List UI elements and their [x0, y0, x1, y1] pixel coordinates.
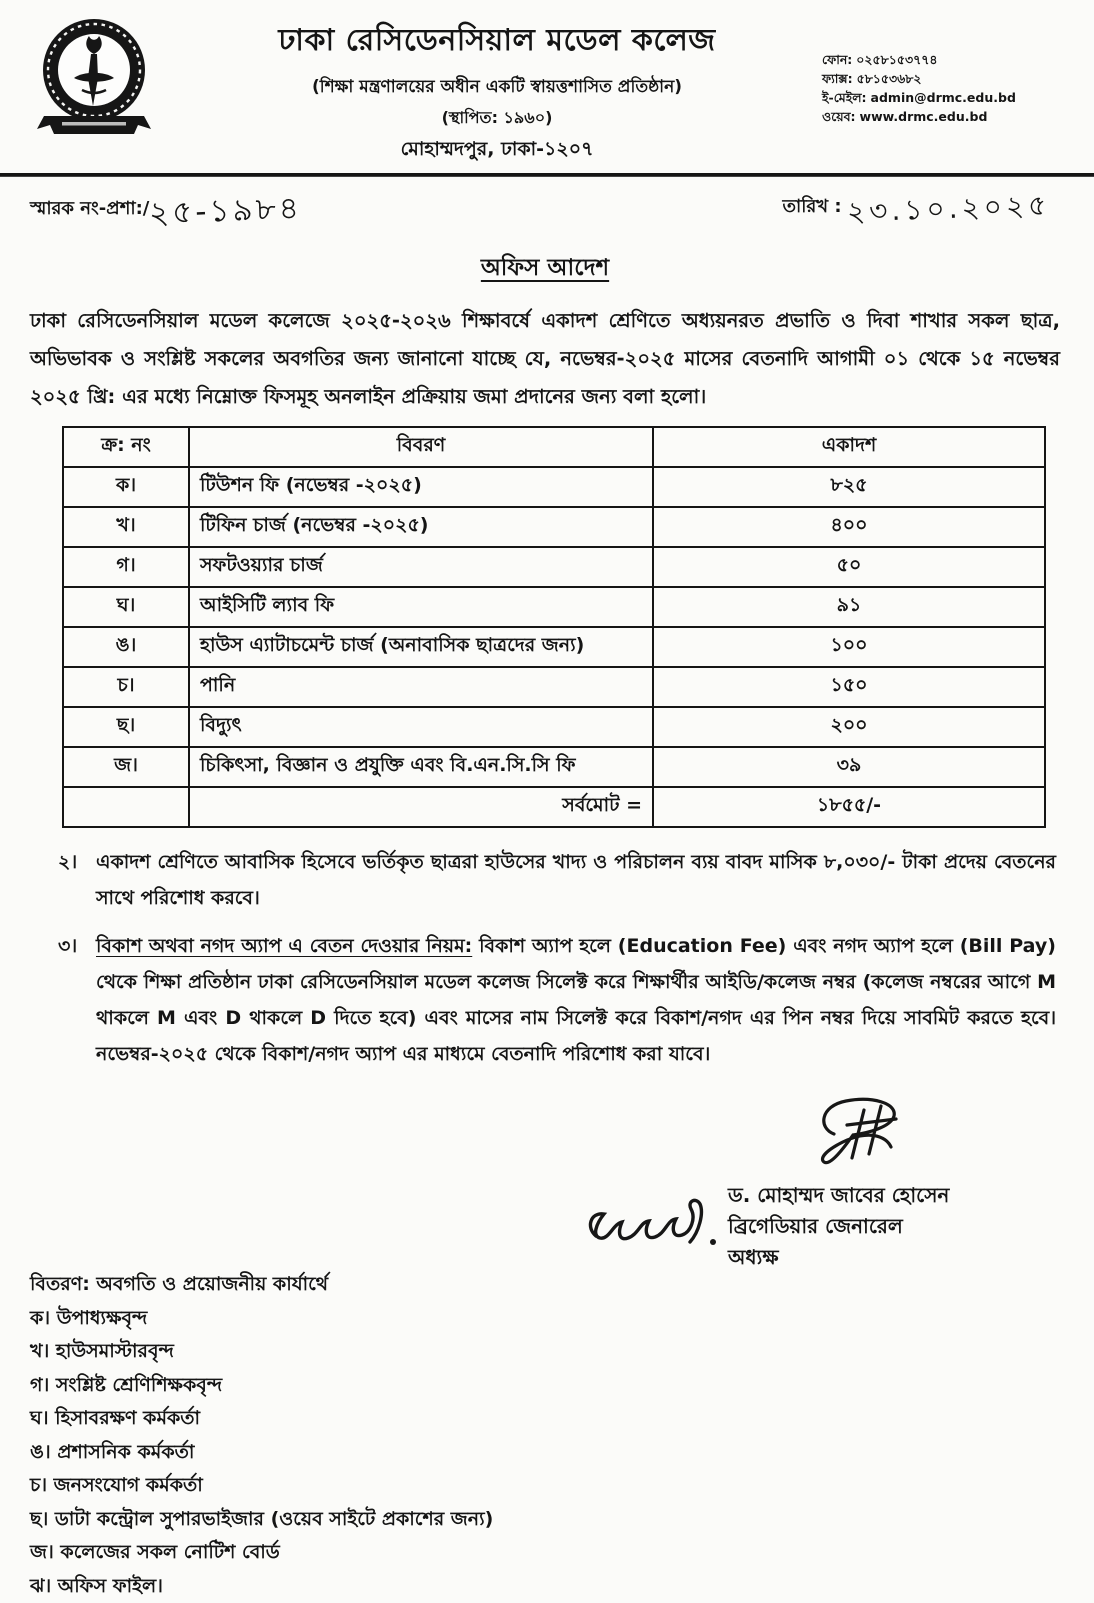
distribution-item: জ। কলেজের সকল নোটিশ বোর্ড [30, 1536, 1060, 1570]
distribution-heading: বিতরণ: অবগতি ও প্রয়োজনীয় কার্যার্থে [30, 1268, 1060, 1302]
note-text: একাদশ শ্রেণিতে আবাসিক হিসেবে ভর্তিকৃত ছাত্ররা হাউসের খাদ্য ও পরিচালন ব্যয় বাবদ মাসিক ৮,০৩০/- টাকা প্রদেয় বেতনের সাথে পরিশোধ করবে। [96, 844, 1060, 916]
fee-row [63, 627, 1045, 667]
note-number: ৩। [30, 928, 96, 1072]
signature-section [30, 1094, 1060, 1262]
countersignature-mark [582, 1190, 732, 1260]
fee-serial: জ। [63, 747, 189, 787]
note-underlined-heading: বিকাশ অথবা নগদ অ্যাপ এ বেতন দেওয়ার নিয়ম: [96, 935, 472, 957]
fee-row [63, 667, 1045, 707]
note-text-continued: বিকাশ অ্যাপ হলে (Education Fee) এবং নগদ অ্যাপ হলে (Bill Pay) থেকে শিক্ষা প্রতিষ্ঠান ঢাকা রেসিডেনসিয়াল মডেল কলেজ সিলেক্ট করে শিক্ষার্থীর আইডি/কলেজ নম্বর (কলেজ নম্বরের আগে M থাকলে M এবং D থাকলে D দিতে হবে) এবং মাসের নাম সিলেক্ট করে বিকাশ/নগদ এর পিন নম্বর দিয়ে সাবমিট করতে হবে। নভেম্বর-২০২৫ থেকে বিকাশ/নগদ অ্যাপ এর মাধ্যমে বেতনাদি পরিশোধ করা যাবে। [96, 935, 1056, 1065]
date-handwritten: ২৩.১০.২০২৫ [846, 183, 1051, 237]
distribution-item: ঘ। হিসাবরক্ষণ কর্মকর্তা [30, 1402, 1060, 1436]
distribution-item: চ। জনসংযোগ কর্মকর্তা [30, 1469, 1060, 1503]
fee-table-header-row [63, 427, 1045, 467]
fee-description: আইসিটি ল্যাব ফি [189, 587, 653, 627]
memo-number-handwritten: ২৫-১৯৮৪ [148, 184, 303, 241]
letterhead-center [172, 10, 822, 167]
fee-description: বিদ্যুৎ [189, 707, 653, 747]
fee-row [63, 467, 1045, 507]
college-address: মোহাম্মদপুর, ঢাকা-১২০৭ [172, 135, 822, 167]
signatory-designation: অধ্যক্ষ [728, 1242, 949, 1273]
col-header-class: একাদশ [653, 427, 1045, 467]
email-line [822, 88, 1060, 107]
distribution-item: ক। উপাধ্যক্ষবৃন্দ [30, 1302, 1060, 1336]
phone-line [822, 50, 1060, 69]
countersignature-icon [582, 1190, 732, 1256]
fee-row [63, 507, 1045, 547]
fee-amount: ১৫০ [653, 667, 1045, 707]
contact-block [822, 10, 1060, 126]
fee-description: হাউস এ্যাটাচমেন্ট চার্জ (অনাবাসিক ছাত্রদের জন্য) [189, 627, 653, 667]
fee-amount: ৪০০ [653, 507, 1045, 547]
memo-number [30, 187, 302, 239]
memo-label: স্মারক নং-প্রশা:/ [30, 198, 149, 219]
fee-total-row [63, 787, 1045, 827]
distribution-item: ঙ। প্রশাসনিক কর্মকর্তা [30, 1436, 1060, 1470]
web-line [822, 107, 1060, 126]
col-header-description: বিবরণ [189, 427, 653, 467]
phone-label: ফোন: [822, 52, 852, 67]
fee-amount: ৮২৫ [653, 467, 1045, 507]
distribution-item: ঝ। অফিস ফাইল। [30, 1570, 1060, 1603]
fee-serial: খ। [63, 507, 189, 547]
distribution-item: ছ। ডাটা কন্ট্রোল সুপারভাইজার (ওয়েব সাইটে প্রকাশের জন্য) [30, 1503, 1060, 1537]
fee-serial: গ। [63, 547, 189, 587]
college-crest-icon [30, 12, 158, 144]
fee-serial: ক। [63, 467, 189, 507]
fee-row [63, 747, 1045, 787]
letterhead [30, 10, 1060, 167]
fee-serial: চ। [63, 667, 189, 707]
fax-value: ৫৮১৫৩৬৮২ [857, 71, 922, 86]
fee-amount: ২০০ [653, 707, 1045, 747]
body-paragraph: ঢাকা রেসিডেনসিয়াল মডেল কলেজে ২০২৫-২০২৬ শিক্ষাবর্ষে একাদশ শ্রেণিতে অধ্যয়নরত প্রভাতি ও দিবা শাখার সকল ছাত্র, অভিভাবক ও সংশ্লিষ্ট সকলের অবগতির জন্য জানানো যাচ্ছে যে, নভেম্বর-২০২৫ মাসের বেতনাদি আগামী ০১ থেকে ১৫ নভেম্বর ২০২৫ খ্রি: এর মধ্যে নিম্নোক্ত ফিসমূহ অনলাইন প্রক্রিয়ায় জমা প্রদানের জন্য বলা হলো। [30, 302, 1060, 416]
fee-description: পানি [189, 667, 653, 707]
note-residential-fee [30, 844, 1060, 916]
signatory-name: ড. মোহাম্মদ জাবের হোসেন [728, 1180, 949, 1211]
web-label: ওয়েব: [822, 109, 856, 124]
fee-row [63, 707, 1045, 747]
memo-row [30, 187, 1060, 239]
web-value: www.drmc.edu.bd [860, 109, 988, 124]
document-title: অফিস আদেশ [30, 249, 1060, 288]
fee-serial: ঘ। [63, 587, 189, 627]
college-name: ঢাকা রেসিডেনসিয়াল মডেল কলেজ [172, 16, 822, 67]
fee-total-amount: ১৮৫৫/- [653, 787, 1045, 827]
fee-description: চিকিৎসা, বিজ্ঞান ও প্রযুক্তি এবং বি.এন.সি.সি ফি [189, 747, 653, 787]
principal-signature-block [728, 1094, 949, 1273]
note-text [96, 928, 1060, 1072]
fee-amount: ৫০ [653, 547, 1045, 587]
distribution-item: খ। হাউসমাস্টারবৃন্দ [30, 1335, 1060, 1369]
email-label: ই-মেইল: [822, 90, 867, 105]
fee-total-empty-cell [63, 787, 189, 827]
fee-serial: ঙ। [63, 627, 189, 667]
fee-description: সফটওয়্যার চার্জ [189, 547, 653, 587]
college-logo [30, 10, 172, 148]
date-label: তারিখ : [782, 196, 841, 217]
college-subtitle: (শিক্ষা মন্ত্রণালয়ের অধীন একটি স্বায়ত্তশাসিত প্রতিষ্ঠান) [172, 74, 822, 102]
memo-date [782, 187, 1060, 234]
fee-amount: ৯১ [653, 587, 1045, 627]
fee-row [63, 587, 1045, 627]
fee-description: টিফিন চার্জ (নভেম্বর -২০২৫) [189, 507, 653, 547]
distribution-list [30, 1268, 1060, 1603]
note-payment-rules [30, 928, 1060, 1072]
fee-table [62, 426, 1046, 828]
header-divider [0, 173, 1094, 177]
distribution-item: গ। সংশ্লিষ্ট শ্রেণিশিক্ষকবৃন্দ [30, 1369, 1060, 1403]
fax-label: ফ্যাক্স: [822, 71, 853, 86]
col-header-serial: ক্র: নং [63, 427, 189, 467]
email-value: admin@drmc.edu.bd [871, 90, 1016, 105]
fee-serial: ছ। [63, 707, 189, 747]
fee-row [63, 547, 1045, 587]
note-number: ২। [30, 844, 96, 916]
fax-line [822, 69, 1060, 88]
signatory-rank: ব্রিগেডিয়ার জেনারেল [728, 1211, 949, 1242]
fee-total-label: সর্বমোট = [189, 787, 653, 827]
fee-description: টিউশন ফি (নভেম্বর -২০২৫) [189, 467, 653, 507]
college-established: (স্থাপিত: ১৯৬০) [172, 105, 822, 132]
signature-icon [800, 1094, 918, 1180]
phone-value: ০২৫৮১৫৩৭৭৪ [856, 52, 937, 67]
fee-amount: ৩৯ [653, 747, 1045, 787]
fee-amount: ১০০ [653, 627, 1045, 667]
